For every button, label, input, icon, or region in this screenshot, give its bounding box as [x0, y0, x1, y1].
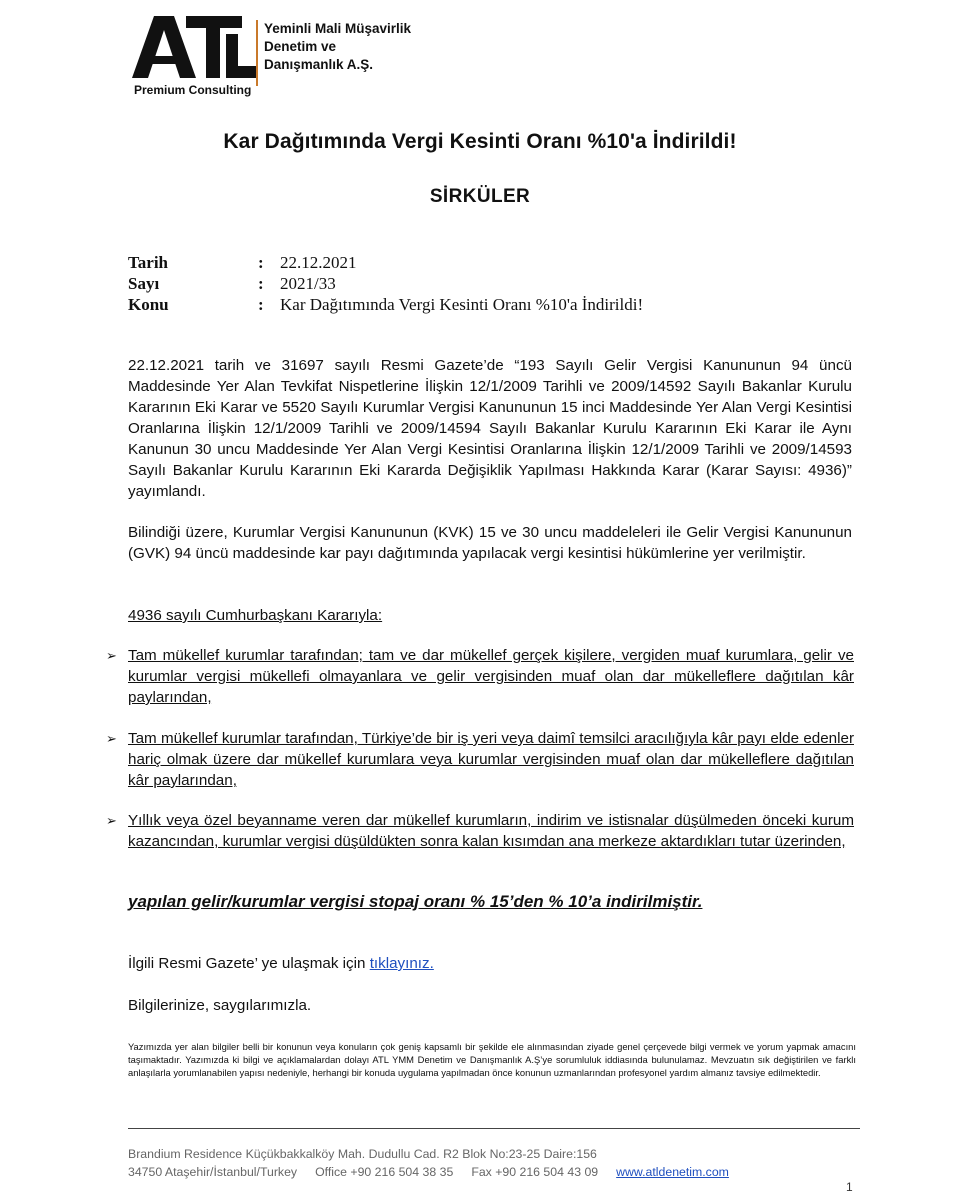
meta-separator: :: [258, 274, 264, 293]
list-item-text: Yıllık veya özel beyanname veren dar mükellef kurumların, indirim ve istisnalar düşülmeden önceki kurum kazancından, kurumlar vergisi düşüldükten sonra kalan kısımdan ana merkeze aktardıkları tutar üzerinden,: [128, 812, 854, 850]
disclaimer: Yazımızda yer alan bilgiler belli bir konunun veya konuların çok geniş kapsamlı bir şekilde ele alınmasından ziyade genel çerçevede bilgi vermek ve yorum yapmak amacını taşımaktadır. Yazımızda ki bilgi ve açıklamalardan dolayı ATL YMM Denetim ve Danışmanlık A.Ş’ye sorumluluk iddiasında bulunulamaz. Mevzuatın sık değiştirilen ve farklı anlaşılarla yorumlanabilen yapısı nedeniyle, herhangi bir konuda uygulama yapılmadan önce konunun uzmanlarından profesyonel yardım almanız tavsiye edilmektedir.: [128, 1041, 856, 1078]
meta-separator: :: [258, 253, 264, 272]
logo-tagline: Premium Consulting: [134, 83, 252, 97]
logo-line-2: Denetim ve: [264, 39, 337, 54]
footer-address-2: 34750 Ataşehir/İstanbul/Turkey: [128, 1165, 298, 1179]
meta-row-number: [128, 273, 643, 294]
key-statement: yapılan gelir/kurumlar vergisi stopaj oranı % 15’den % 10’a indirilmiştir.: [128, 892, 703, 911]
logo-line-1: Yeminli Mali Müşavirlik: [264, 21, 412, 36]
paragraph-background: Bilindiği üzere, Kurumlar Vergisi Kanununun (KVK) 15 ve 30 uncu maddeleleri ile Gelir Vergisi Kanununun (GVK) 94 üncü maddesinde kar payı dağıtımında yapılacak vergi kesintisi hükümlerine yer verilmiştir.: [128, 524, 852, 562]
document-title: Kar Dağıtımında Vergi Kesinti Oranı %10'a İndirildi!: [223, 130, 737, 153]
circular-meta: [128, 252, 643, 315]
meta-separator: :: [258, 295, 264, 314]
meta-value: Kar Dağıtımında Vergi Kesinti Oranı %10'a İndirildi!: [280, 295, 644, 314]
meta-key: Tarih: [128, 253, 169, 272]
gazette-link-line: [128, 955, 434, 972]
logo-company-name: [264, 20, 411, 74]
meta-row-date: [128, 252, 643, 273]
arrow-bullet-icon: ➢: [106, 813, 117, 828]
link-prefix: İlgili Resmi Gazete’ ye ulaşmak için: [128, 955, 370, 972]
company-logo: [130, 14, 430, 97]
gazette-link[interactable]: tıklayınız.: [369, 955, 434, 972]
atl-logo-mark: [130, 14, 262, 80]
arrow-bullet-icon: ➢: [106, 731, 117, 746]
list-item-text: Tam mükellef kurumlar tarafından; tam ve dar mükellef gerçek kişilere, vergiden muaf kurumlara, gelir ve kurumlar vergisi mükellefi olmayanlara ve gelir vergisinden muaf olan dar mükelleflere dağıtılan kâr paylarından,: [128, 647, 854, 706]
list-item-text: Tam mükellef kurumlar tarafından, Türkiye’de bir iş yeri veya daimî temsilci aracılığıyla kâr payı elde edenler hariç olmak üzere dar mükellef kurumlara veya kurumlar vergisinden muaf olan dar mükelleflere dağıtılan kâr paylarından,: [128, 730, 854, 789]
footer-contact-line: [128, 1163, 729, 1181]
meta-key: Konu: [128, 295, 169, 314]
arrow-bullet-icon: ➢: [106, 648, 117, 663]
closing-line: Bilgilerinize, saygılarımızla.: [128, 997, 312, 1014]
footer-divider: [128, 1128, 860, 1129]
footer: [128, 1145, 729, 1181]
document-subtitle: SİRKÜLER: [429, 186, 531, 207]
logo-line-3: Danışmanlık A.Ş.: [264, 57, 374, 72]
footer-fax: Fax +90 216 504 43 09: [471, 1165, 599, 1179]
footer-address-1: Brandium Residence Küçükbakkalköy Mah. Dudullu Cad. R2 Blok No:23-25 Daire:156: [128, 1147, 597, 1161]
paragraph-decision-intro: 4936 sayılı Cumhurbaşkanı Kararıyla:: [128, 607, 383, 624]
paragraph-gazette: 22.12.2021 tarih ve 31697 sayılı Resmi Gazete’de “193 Sayılı Gelir Vergisi Kanununun 94 üncü Maddesinde Yer Alan Tevkifat Nispetlerine İlişkin 12/1/2009 Tarihli ve 2009/14592 Sayılı Bakanlar Kurulu Kararının Eki Karar ve 5520 Sayılı Kurumlar Vergisi Kanununun 15 inci Maddesinde Yer Alan Vergi Kesintisi Oranlarına İlişkin 12/1/2009 Tarihli ve 2009/14594 Sayılı Bakanlar Kurulu Kararının Eki Karar ile Aynı Kanunun 30 uncu Maddesinde Yer Alan Vergi Kesintisi Oranlarına İlişkin 12/1/2009 Tarihli ve 2009/14593 Sayılı Bakanlar Kurulu Kararının Eki Kararda Değişiklik Yapılması Hakkında Karar (Karar Sayısı: 4936)” yayımlandı.: [128, 357, 852, 500]
meta-value: 2021/33: [280, 274, 336, 293]
logo-divider: [256, 20, 258, 86]
page-number: 1: [846, 1180, 853, 1194]
meta-key: Sayı: [128, 274, 160, 293]
footer-website-link[interactable]: www.atldenetim.com: [616, 1165, 729, 1179]
meta-row-subject: [128, 294, 643, 315]
footer-office-phone: Office +90 216 504 38 35: [315, 1165, 454, 1179]
meta-value: 22.12.2021: [280, 253, 357, 272]
